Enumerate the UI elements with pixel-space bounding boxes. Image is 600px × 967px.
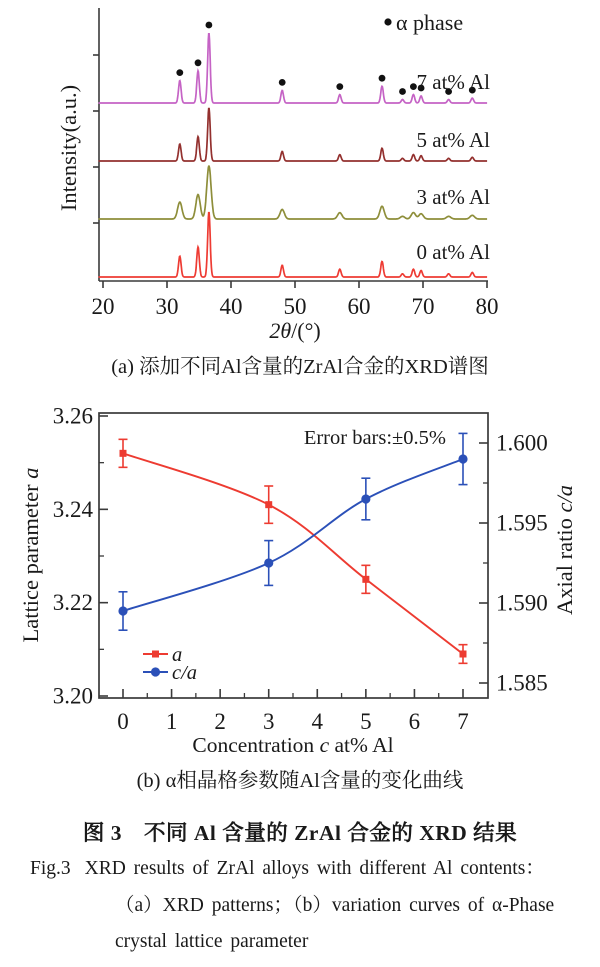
series-curve <box>123 453 463 654</box>
xrd-axes <box>56 8 499 343</box>
x-tick-label: 7 <box>457 709 469 734</box>
legend-alpha-phase-label: α phase <box>396 10 464 35</box>
data-point-circle <box>118 606 127 615</box>
x-tick-label: 2 <box>214 709 226 734</box>
trace-label: 7 at% Al <box>416 70 490 94</box>
right-tick-label: 1.595 <box>496 510 548 536</box>
legend-circle-icon <box>151 667 160 676</box>
xrd-patterns-chart <box>0 0 600 348</box>
data-point-square <box>120 450 127 457</box>
x-tick-label: 6 <box>408 709 421 734</box>
legend-dot-icon <box>384 18 391 25</box>
figure-title-en-line2: （a）XRD patterns；（b）variation curves of α-Phase <box>115 894 555 916</box>
trace-label: 5 at% Al <box>416 128 490 152</box>
figure-title-en-line1: XRD results of ZrAl alloys with different Al contents： <box>84 858 545 879</box>
lattice-legend <box>143 644 197 684</box>
data-point-circle <box>458 454 467 463</box>
data-point-circle <box>264 558 273 567</box>
series-a <box>119 439 468 663</box>
x-tick-label: 30 <box>155 294 179 319</box>
data-point-circle <box>361 494 370 503</box>
legend-label: c/a <box>172 662 198 684</box>
xrd-legend <box>384 10 463 35</box>
series-c-a <box>118 433 467 630</box>
left-tick-label: 3.22 <box>52 590 93 616</box>
x-tick-label: 5 <box>360 709 372 734</box>
legend-square-icon <box>152 651 159 658</box>
x-tick-label: 80 <box>475 294 499 319</box>
subcaption-b: (b) α相晶格参数随Al含量的变化曲线 <box>136 770 464 792</box>
right-tick-label: 1.600 <box>496 430 548 456</box>
lattice-axes <box>18 404 577 758</box>
x-tick-label: 0 <box>117 709 129 734</box>
right-axis-title: Axial ratio c/a <box>552 485 577 615</box>
series-curve <box>123 459 463 611</box>
figure-title-cn: 图 3 不同 Al 含量的 ZrAl 合金的 XRD 结果 <box>82 821 518 845</box>
left-tick-label: 3.24 <box>52 496 93 522</box>
figure-title-en-line3: crystal lattice parameter <box>115 931 309 952</box>
subcaption-a: (a) 添加不同Al含量的ZrAl合金的XRD谱图 <box>111 356 489 378</box>
alpha-phase-dot <box>279 79 286 86</box>
error-bars-annotation: Error bars:±0.5% <box>303 427 446 449</box>
data-point-square <box>459 651 466 658</box>
figure-title-en <box>30 851 586 961</box>
alpha-phase-dot <box>206 22 213 29</box>
alpha-phase-dot <box>195 59 202 66</box>
legend-label: a <box>172 644 183 666</box>
lattice-parameter-chart <box>0 388 600 762</box>
left-tick-label: 3.26 <box>52 403 93 429</box>
x-tick-label: 1 <box>165 709 178 734</box>
trace-label: 0 at% Al <box>416 240 490 264</box>
x-tick-label: 4 <box>311 709 324 734</box>
x-tick-label: 40 <box>219 294 243 319</box>
data-point-square <box>362 576 369 583</box>
x-axis-title: 2θ/(°) <box>269 318 321 343</box>
trace-label: 3 at% Al <box>416 185 490 209</box>
figure-number-label: Fig.3 <box>30 858 71 879</box>
x-tick-label: 50 <box>283 294 307 319</box>
alpha-phase-dot <box>336 83 343 90</box>
x-tick-label: 60 <box>347 294 371 319</box>
alpha-phase-dot <box>176 69 183 76</box>
x-axis-title: Concentration c at% Al <box>192 733 394 757</box>
left-axis-title: Lattice parameter a <box>18 467 43 643</box>
x-tick-label: 20 <box>91 294 115 319</box>
right-tick-label: 1.590 <box>496 590 548 616</box>
alpha-phase-dot <box>399 88 406 95</box>
x-tick-label: 70 <box>411 294 435 319</box>
left-tick-label: 3.20 <box>52 683 93 709</box>
x-tick-label: 3 <box>262 709 275 734</box>
y-axis-title: Intensity(a.u.) <box>56 84 81 212</box>
right-tick-label: 1.585 <box>496 670 548 696</box>
alpha-phase-dot <box>379 75 386 82</box>
data-point-square <box>265 501 272 508</box>
